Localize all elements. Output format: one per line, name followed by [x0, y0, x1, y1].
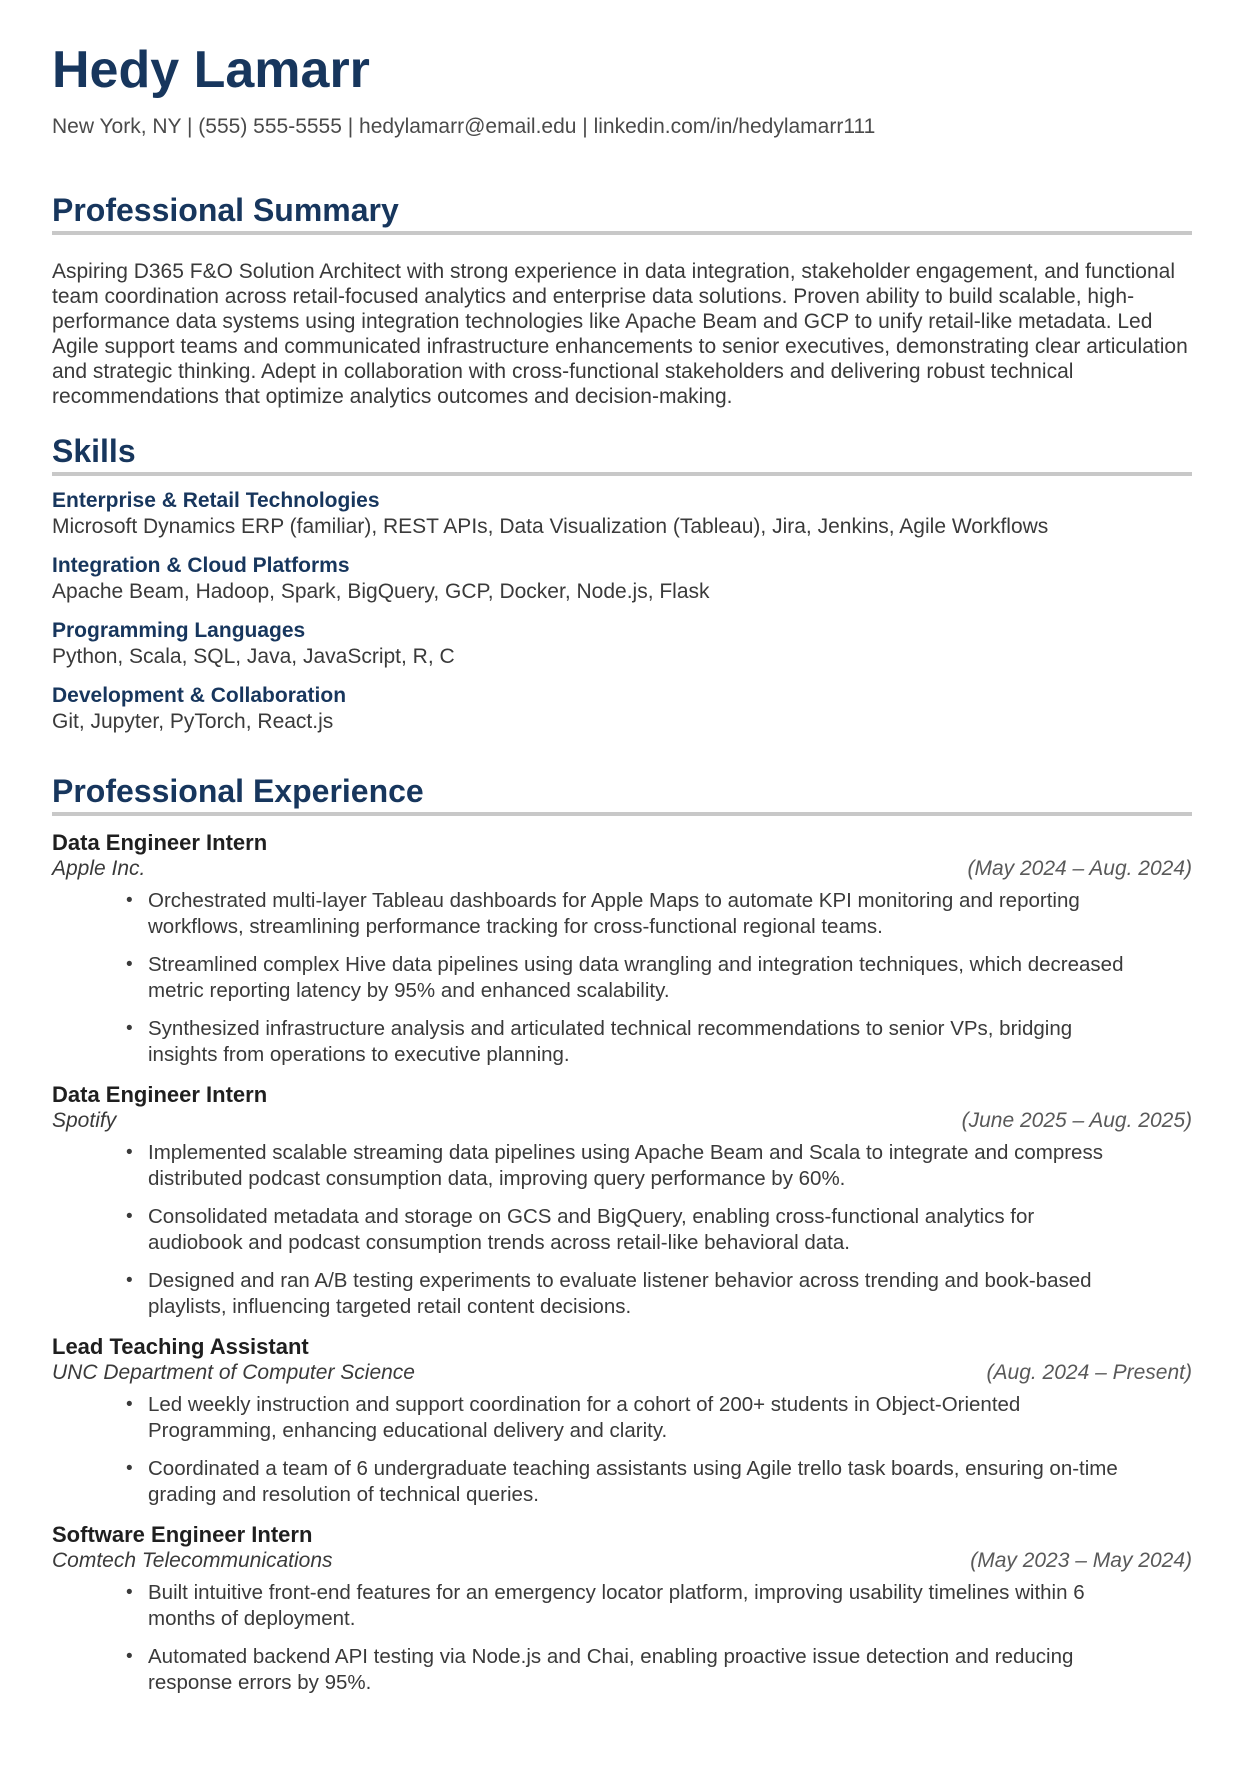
job-bullet: • Automated backend API testing via Node.js and Chai, enabling proactive issue detection and reducing response errors by 95%.: [124, 1644, 1128, 1696]
skills-section-title: Skills: [52, 435, 1192, 476]
person-name: Hedy Lamarr: [52, 41, 370, 99]
summary-section-title: Professional Summary: [52, 194, 1192, 235]
job-bullets: [124, 1580, 1192, 1696]
job-title: Software Engineer Intern: [52, 1522, 313, 1547]
job-bullet: • Consolidated metadata and storage on GCS and BigQuery, enabling cross-functional analytics for audiobook and podcast consumption trends across retail-like behavioral data.: [124, 1204, 1128, 1256]
job-bullets: [124, 1392, 1192, 1508]
job-title: Data Engineer Intern: [52, 830, 268, 855]
skill-group-items: Microsoft Dynamics ERP (familiar), REST APIs, Data Visualization (Tableau), Jira, Jenkins, Agile Workflows: [52, 515, 1049, 538]
skill-group-label: Development & Collaboration: [52, 684, 347, 707]
skill-group-label: Enterprise & Retail Technologies: [52, 489, 380, 512]
section-professional-experience: [52, 775, 1192, 1696]
job-bullets: [124, 888, 1192, 1068]
section-professional-summary: [52, 194, 1192, 409]
resume-header: [52, 42, 1192, 140]
job-bullet: • Streamlined complex Hive data pipelines using data wrangling and integration techniques, which decreased metric reporting latency by 95% and enhanced scalability.: [124, 952, 1128, 1004]
skill-group-label: Integration & Cloud Platforms: [52, 554, 350, 577]
section-skills: [52, 435, 1192, 735]
job-entry-unc: [52, 1334, 1192, 1508]
job-bullet: • Led weekly instruction and support coordination for a cohort of 200+ students in Object-Oriented Programming, enhancing educational delivery and clarity.: [124, 1392, 1128, 1444]
job-dates: (June 2025 – Aug. 2025): [961, 1109, 1192, 1132]
job-bullet: • Designed and ran A/B testing experiments to evaluate listener behavior across trending and book-based playlists, influencing targeted retail content decisions.: [124, 1268, 1128, 1320]
job-meta: [52, 1108, 1192, 1134]
job-bullet: • Coordinated a team of 6 undergraduate teaching assistants using Agile trello task boards, ensuring on-time grading and resolution of technical queries.: [124, 1456, 1128, 1508]
job-meta: [52, 1548, 1192, 1574]
skill-group-programming-languages: [52, 618, 1192, 670]
job-bullet: • Orchestrated multi-layer Tableau dashboards for Apple Maps to automate KPI monitoring and reporting workflows, streamlining performance tracking for cross-functional regional teams.: [124, 888, 1128, 940]
job-meta: [52, 856, 1192, 882]
job-company: Spotify: [52, 1109, 117, 1132]
skill-group-items: Apache Beam, Hadoop, Spark, BigQuery, GCP, Docker, Node.js, Flask: [52, 580, 710, 603]
skill-group-development-collaboration: [52, 683, 1192, 735]
job-entry-comtech: [52, 1522, 1192, 1696]
skill-group-items: Git, Jupyter, PyTorch, React.js: [52, 710, 334, 733]
job-company: UNC Department of Computer Science: [52, 1361, 415, 1384]
skill-group-enterprise-retail: [52, 488, 1192, 540]
job-title: Data Engineer Intern: [52, 1082, 268, 1107]
job-dates: (May 2024 – Aug. 2024): [967, 857, 1192, 880]
skill-group-items: Python, Scala, SQL, Java, JavaScript, R, C: [52, 645, 455, 668]
job-entry-spotify: [52, 1082, 1192, 1320]
job-bullet: • Implemented scalable streaming data pipelines using Apache Beam and Scala to integrate and compress distributed podcast consumption data, improving query performance by 60%.: [124, 1140, 1128, 1192]
job-dates: (May 2023 – May 2024): [970, 1549, 1192, 1572]
summary-text: Aspiring D365 F&O Solution Architect with strong experience in data integration, stakeholder engagement, and functional team coordination across retail-focused analytics and enterprise data solutions. Proven ability to build scalable, high-performance data systems using integration technologies like Apache Beam and GCP to unify retail-like metadata. Led Agile support teams and communicated infrastructure enhancements to senior executives, demonstrating clear articulation and strategic thinking. Adept in collaboration with cross-functional stakeholders and delivering robust technical recommendations that optimize analytics outcomes and decision-making.: [52, 260, 1188, 408]
job-title: Lead Teaching Assistant: [52, 1334, 309, 1359]
experience-section-title: Professional Experience: [52, 775, 1192, 816]
job-entry-apple: [52, 830, 1192, 1068]
job-bullets: [124, 1140, 1192, 1320]
job-bullet: • Synthesized infrastructure analysis and articulated technical recommendations to senior VPs, bridging insights from operations to executive planning.: [124, 1016, 1128, 1068]
skill-group-integration-cloud: [52, 553, 1192, 605]
skill-group-label: Programming Languages: [52, 619, 306, 642]
job-meta: [52, 1360, 1192, 1386]
job-company: Comtech Telecommunications: [52, 1549, 333, 1572]
job-dates: (Aug. 2024 – Present): [986, 1361, 1192, 1384]
contact-line: New York, NY | (555) 555-5555 | hedylamarr@email.edu | linkedin.com/in/hedylamarr111: [52, 115, 876, 138]
job-company: Apple Inc.: [52, 857, 146, 880]
job-bullet: • Built intuitive front-end features for an emergency locator platform, improving usability timelines within 6 months of deployment.: [124, 1580, 1128, 1632]
